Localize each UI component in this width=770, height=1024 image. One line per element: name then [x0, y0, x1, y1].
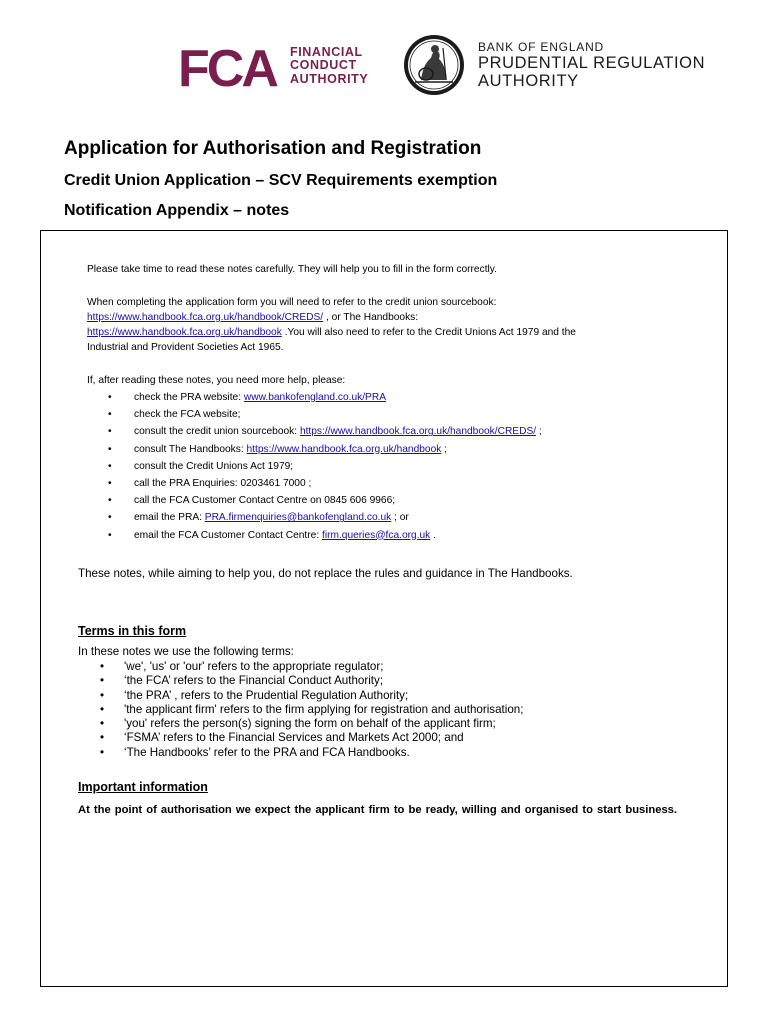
pra-logo-text: [478, 40, 705, 90]
page-title: Application for Authorisation and Registration: [64, 138, 482, 159]
intro-paragraph: Please take time to read these notes carefully. They will help you to fill in the form correctly.: [87, 264, 497, 275]
help-item-creds: • consult the credit union sourcebook: https://www.handbook.fca.org.uk/handbook/CREDS/ ;: [108, 424, 542, 441]
terms-heading: Terms in this form: [78, 624, 187, 638]
important-text: At the point of authorisation we expect the applicant firm to be ready, willing and organised to start business.: [78, 804, 677, 816]
fca-logo: [178, 40, 368, 92]
term-item: • 'the applicant firm' refers to the firm applying for registration and authorisation;: [100, 703, 523, 717]
fca-email-link[interactable]: firm.queries@fca.org.uk: [321, 529, 431, 541]
help-list: [108, 390, 542, 545]
terms-intro: In these notes we use the following terms:: [78, 645, 294, 658]
fca-logo-word-3: AUTHORITY: [290, 71, 369, 86]
help-item-fca-website: • check the FCA website;: [108, 407, 542, 424]
pra-logo-line-2: PRUDENTIAL REGULATION: [478, 54, 706, 72]
pra-website-link[interactable]: www.bankofengland.co.uk/PRA: [243, 392, 387, 403]
help-item-pra-website: • check the PRA website: www.bankofengland.co.uk/PRA: [108, 390, 542, 407]
appendix-title: Notification Appendix – notes: [64, 202, 290, 219]
handbook-link[interactable]: https://www.handbook.fca.org.uk/handbook: [87, 327, 282, 338]
terms-list: [100, 660, 523, 760]
important-heading: Important information: [78, 780, 208, 794]
pra-logo-line-3: AUTHORITY: [478, 72, 579, 90]
help-item-pra-phone: • call the PRA Enquiries: 0203461 7000 ;: [108, 476, 542, 493]
creds-link[interactable]: https://www.handbook.fca.org.uk/handbook/CREDS/: [87, 312, 324, 323]
pra-logo: [403, 34, 705, 96]
references-paragraph: [87, 295, 687, 355]
help-creds-link[interactable]: https://www.handbook.fca.org.uk/handbook/CREDS/: [299, 426, 537, 438]
term-item: • 'we', 'us' or 'our' refers to the appropriate regulator;: [100, 660, 523, 674]
references-line-1: When completing the application form you will need to refer to the credit union sourcebook:: [87, 297, 497, 308]
term-item: • ‘the FCA’ refers to the Financial Conduct Authority;: [100, 674, 523, 688]
help-item-fca-phone: • call the FCA Customer Contact Centre on 0845 606 9966;: [108, 493, 542, 510]
pra-email-link[interactable]: PRA.firmenquiries@bankofengland.co.uk: [204, 512, 392, 524]
term-item: • ‘the PRA’ , refers to the Prudential Regulation Authority;: [100, 689, 523, 703]
britannia-seal-icon: [403, 34, 465, 96]
references-after-link-2: .You will also need to refer to the Credit Unions Act 1979 and the: [281, 327, 576, 338]
term-item: • ‘FSMA’ refers to the Financial Services and Markets Act 2000; and: [100, 731, 523, 745]
references-line-3: [87, 325, 687, 340]
page-subtitle: Credit Union Application – SCV Requirements exemption: [64, 172, 498, 189]
fca-logo-word-2: CONDUCT: [290, 58, 357, 73]
references-after-link-1: , or The Handbooks:: [323, 312, 419, 323]
help-handbook-link[interactable]: https://www.handbook.fca.org.uk/handbook: [246, 443, 442, 455]
help-lead: If, after reading these notes, you need more help, please:: [87, 375, 346, 386]
fca-logo-mark: [178, 42, 278, 90]
term-item: • 'you' refers the person(s) signing the form on behalf of the applicant firm;: [100, 717, 523, 731]
notes-disclaimer: These notes, while aiming to help you, do not replace the rules and guidance in The Handbooks.: [78, 567, 573, 580]
fca-logo-text: [290, 46, 368, 87]
help-item-cu-act: • consult the Credit Unions Act 1979;: [108, 459, 542, 476]
fca-logo-word-1: FINANCIAL: [290, 44, 363, 59]
references-line-2: [87, 310, 687, 325]
references-line-4: Industrial and Provident Societies Act 1965.: [87, 342, 284, 353]
pra-logo-line-1: BANK OF ENGLAND: [478, 40, 605, 54]
fca-logo-letters: FCA: [178, 42, 276, 90]
help-item-handbooks: • consult The Handbooks: https://www.handbook.fca.org.uk/handbook ;: [108, 442, 542, 459]
term-item: • ‘The Handbooks’ refer to the PRA and FCA Handbooks.: [100, 746, 523, 760]
help-item-fca-email: • email the FCA Customer Contact Centre: firm.queries@fca.org.uk .: [108, 528, 542, 545]
help-item-pra-email: • email the PRA: PRA.firmenquiries@bankofengland.co.uk ; or: [108, 510, 542, 527]
